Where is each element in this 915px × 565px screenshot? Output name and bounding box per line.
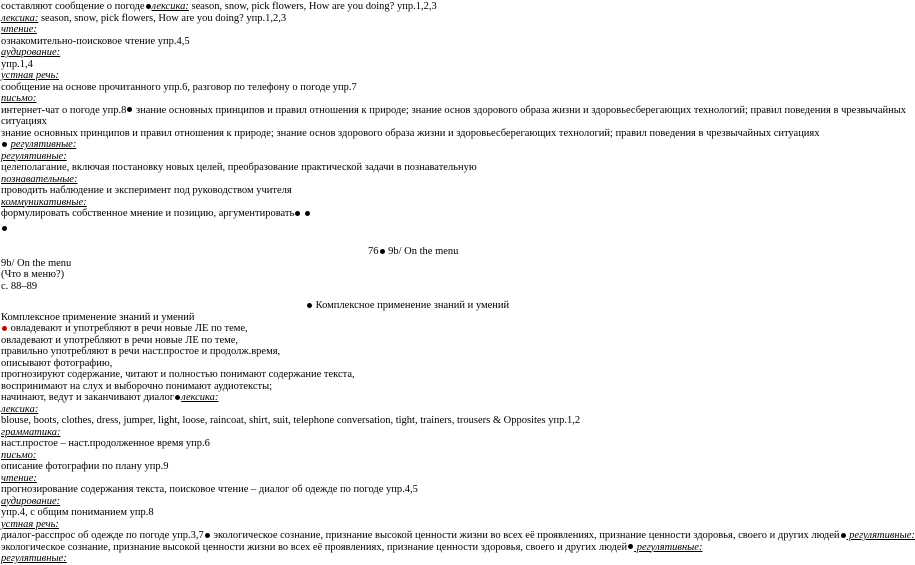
bullet-icon [2,326,7,331]
section-label: лексика: [181,392,219,403]
lesson-type-heading [306,300,509,312]
text: знание основных принципов и правил отношения к природе; знание основ здорового образа жизни и здоровьесберегающих технологий; правил поведения в чрезвычайных [133,104,907,116]
text: овладевают и употребляют в речи новые ЛЕ по теме, [8,323,248,334]
text-line [1,1,437,13]
text-line [1,323,248,335]
text: диалог-расспрос об одежде по погоде упр.3,7 [1,530,204,541]
text-line: blouse, boots, clothes, dress, jumper, light, loose, raincoat, shirt, suit, telephone conversation, tight, trainers, trousers & Opposites упр.1,2 [1,415,581,426]
bullet-icon [127,107,132,112]
text-line [1,105,906,117]
section-label: чтение: [1,472,37,484]
text-line [1,530,915,542]
text-line [1,542,702,554]
section-label: грамматика: [1,426,61,438]
text: интернет-чат о погоде упр.8 [1,104,127,116]
bullet-icon [841,533,846,538]
text-line [1,392,218,404]
text-line: правильно употребляют в речи наст.простое и продолж.время, [1,346,281,357]
text-line: прогнозирование содержания текста, поисковое чтение – диалог об одежде по погоде упр.4,5 [1,484,418,495]
text-line: целеполагание, включая постановку новых целей, преобразование практической задачи в познавательную [1,162,477,173]
text-line: описание фотографии по плану упр.9 [1,461,169,472]
text-line: воспринимают на слух и выборочно понимают аудиотексты; [1,380,273,392]
section-label: регулятивные: [10,139,77,150]
text-line: упр.1,4 [1,58,33,70]
section-label: регулятивные: [634,541,703,553]
text-line: (Что в меню?) [1,269,65,280]
text: экологическое сознание, признание высокой ценности жизни во всех её проявлениях, признание ценности здоровья, своего и других людей [210,530,840,541]
text: экологическое сознание, признание высокой ценности жизни во всех её проявлениях, признание ценности здоровья, своего и других людей [1,541,628,553]
text-line: прогнозируют содержание, читают и полностью понимают содержание текста, [1,369,355,380]
text-line: описывают фотографию, [1,357,113,369]
section-label: познавательные: [1,173,78,185]
text-line: с. 88–89 [1,280,38,292]
section-label: регулятивные: [1,553,67,564]
text: начинают, ведут и заканчивают диалог [1,392,175,403]
bullet-icon [2,226,7,231]
bullet-icon [628,544,633,549]
text-line [1,139,76,151]
section-label: устная речь: [1,70,59,81]
bullet-icon [305,211,310,216]
text-line: 9b/ On the menu [1,257,72,269]
section-label: лексика: [1,403,39,415]
text-line: знание основных принципов и правил отношения к природе; знание основ здорового образа жизни и здоровьесберегающих технологий; правил поведения в чрезвычайных ситуациях [1,127,820,139]
section-label: регулятивные: [846,530,915,541]
section-label: устная речь: [1,518,59,530]
section-label: лексика: [151,1,189,12]
text-line [1,208,311,220]
text: Комплексное применение знаний и умений [313,300,510,311]
bullet-icon [205,533,210,538]
section-label: чтение: [1,24,37,35]
section-label: лексика: [1,12,39,24]
bullet-icon [307,303,312,308]
text-line: ситуациях [1,116,47,127]
lesson-heading [368,246,458,258]
text-line [1,223,8,235]
text-line [1,13,286,25]
text-line: упр.4, с общим пониманием упр.8 [1,507,154,518]
lesson-title: 9b/ On the menu [385,246,459,257]
bullet-icon [146,4,151,9]
lesson-number: 76 [368,246,379,257]
section-label: письмо: [1,449,37,461]
text: формулировать собственное мнение и позицию, аргументировать [1,208,295,219]
text-line: сообщение на основе прочитанного упр.6, разговор по телефону о погоде упр.7 [1,81,357,93]
text-line: овладевают и употребляют в речи новые ЛЕ по теме, [1,334,239,346]
section-label: аудирование: [1,495,61,507]
bullet-icon [295,211,300,216]
text-line: Комплексное применение знаний и умений [1,311,195,323]
section-label: коммуникативные: [1,196,87,208]
section-label: аудирование: [1,47,61,58]
text-line: наст.простое – наст.продолженное время упр.6 [1,438,210,449]
text: составляют сообщение о погоде [1,1,145,12]
bullet-icon [2,142,7,147]
text-line: ознакомительно-поисковое чтение упр.4,5 [1,35,190,47]
section-label: письмо: [1,93,37,104]
text: season, snow, pick flowers, How are you doing? упр.1,2,3 [38,12,287,24]
text: season, snow, pick flowers, How are you doing? упр.1,2,3 [188,1,437,12]
bullet-icon [175,395,180,400]
section-label: регулятивные: [1,150,67,162]
bullet-icon [380,249,385,254]
text-line: проводить наблюдение и эксперимент под руководством учителя [1,185,292,196]
